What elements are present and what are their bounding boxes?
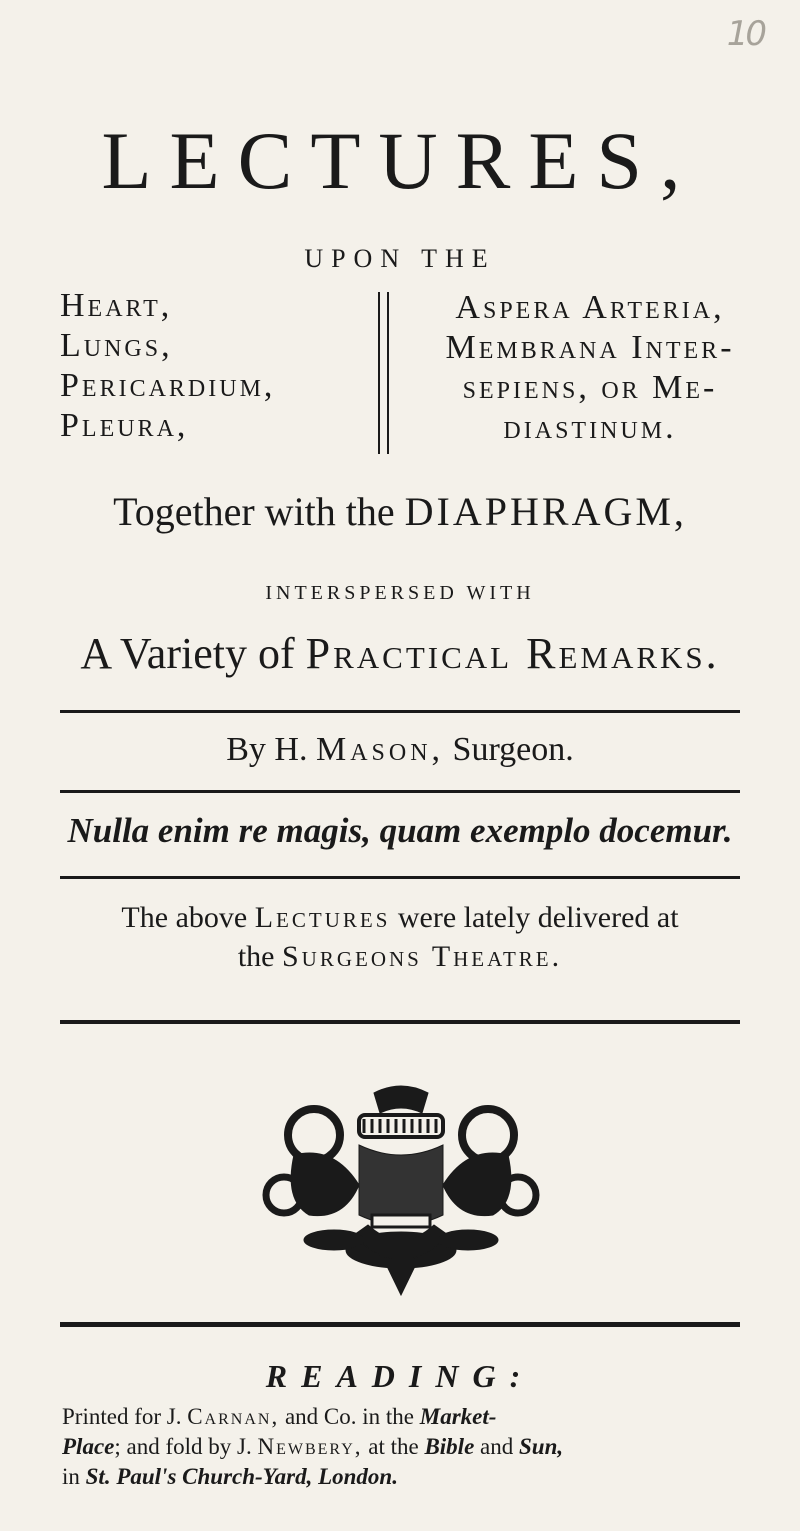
surgeons-theatre: Surgeons Theatre. <box>282 940 563 973</box>
imprint-line-2 <box>62 1432 762 1462</box>
author-suffix: Surgeon. <box>452 731 574 768</box>
delivery-note-line-1 <box>60 898 740 937</box>
delivery-text-a: The above <box>121 901 248 934</box>
rule-3 <box>60 876 740 879</box>
lectures-word: Lectures <box>254 901 391 934</box>
imprint-italic: Place <box>62 1434 115 1459</box>
variety-line <box>0 629 800 678</box>
rule-2 <box>60 790 740 793</box>
imprint <box>62 1402 762 1492</box>
latin-motto: Nulla enim re magis, quam exemplo docemur. <box>67 811 733 850</box>
rule-1 <box>60 710 740 713</box>
handwritten-mark: 10 <box>726 14 764 54</box>
subject-line-4: diastinum. <box>503 409 677 446</box>
imprint-line-1 <box>62 1402 762 1432</box>
interspersed-line: INTERSPERSED WITH <box>265 582 535 604</box>
right-subject-column <box>390 288 790 448</box>
printer-carnan: Carnan, <box>187 1404 280 1429</box>
together-line <box>0 489 800 534</box>
upon-the-line: UPON THE <box>304 244 496 273</box>
subject-pleura: Pleura, <box>60 407 189 444</box>
delivery-note <box>60 898 740 976</box>
page-title: LECTURES, <box>101 115 699 206</box>
delivery-note-line-2 <box>60 937 740 976</box>
imprint-line-3 <box>62 1462 762 1492</box>
imprint-italic: Market- <box>419 1404 497 1429</box>
subject-pericardium: Pericardium, <box>60 367 276 404</box>
imprint-place: READING: <box>265 1358 535 1394</box>
diaphragm-word: DIAPHRAGM, <box>404 489 687 534</box>
practical-remarks: Practical Remarks. <box>305 629 720 678</box>
imprint-text: Printed for J. <box>62 1404 182 1429</box>
subject-line-3: sepiens, or Me- <box>462 369 718 406</box>
imprint-italic: Sun, <box>519 1434 564 1459</box>
subject-heart: Heart, <box>60 287 173 324</box>
imprint-text: ; and fold by J. <box>114 1434 252 1459</box>
author-name: Mason, <box>315 731 445 768</box>
imprint-italic: St. Paul's Church-Yard, London. <box>85 1464 398 1489</box>
subject-line-1: Aspera Arteria, <box>455 289 725 326</box>
author-line <box>0 733 800 767</box>
left-subject-column <box>60 286 360 446</box>
together-prefix: Together with the <box>113 489 395 534</box>
subject-line-2: Membrana Inter- <box>445 329 735 366</box>
variety-prefix: A Variety of <box>80 629 295 678</box>
column-divider <box>378 292 389 454</box>
rule-4 <box>60 1020 740 1024</box>
seller-newbery: Newbery, <box>257 1434 363 1459</box>
imprint-text: and <box>480 1434 514 1459</box>
imprint-text: and Co. in the <box>284 1404 414 1429</box>
delivery-text-b: were lately delivered at <box>397 901 679 934</box>
delivery-text-c: the <box>237 940 275 973</box>
subject-lungs: Lungs, <box>60 327 173 364</box>
imprint-text: in <box>62 1464 80 1489</box>
imprint-text: at the <box>368 1434 419 1459</box>
printers-ornament <box>254 1085 548 1305</box>
imprint-italic: Bible <box>424 1434 475 1459</box>
author-prefix: By H. <box>226 731 308 768</box>
rule-5 <box>60 1322 740 1327</box>
